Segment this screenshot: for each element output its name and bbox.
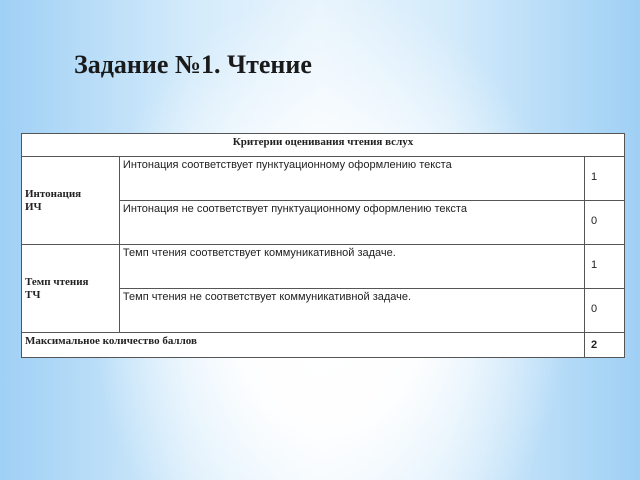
criterion-score: 1 (585, 157, 625, 201)
category-code: ТЧ (25, 288, 41, 301)
table-header-row (22, 134, 625, 157)
category-name: Темп чтения (25, 275, 89, 288)
category-code: ИЧ (25, 200, 42, 213)
category-intonation (22, 157, 120, 245)
criterion-description: Темп чтения не соответствует коммуникативной задаче. (119, 289, 584, 333)
slide-title: Задание №1. Чтение (74, 50, 312, 79)
criterion-score: 0 (585, 201, 625, 245)
table-row (22, 245, 625, 289)
criterion-score: 0 (585, 289, 625, 333)
category-name: Интонация (25, 187, 82, 200)
criterion-description: Интонация не соответствует пунктуационному оформлению текста (119, 201, 584, 245)
table-header: Критерии оценивания чтения вслух (22, 134, 625, 157)
max-score-value: 2 (585, 333, 625, 358)
criteria-table (21, 133, 625, 358)
criterion-description: Интонация соответствует пунктуационному оформлению текста (119, 157, 584, 201)
max-score-row (22, 333, 625, 358)
criterion-score: 1 (585, 245, 625, 289)
category-tempo (22, 245, 120, 333)
table-row (22, 157, 625, 201)
max-score-label: Максимальное количество баллов (22, 333, 585, 358)
criterion-description: Темп чтения соответствует коммуникативной задаче. (119, 245, 584, 289)
